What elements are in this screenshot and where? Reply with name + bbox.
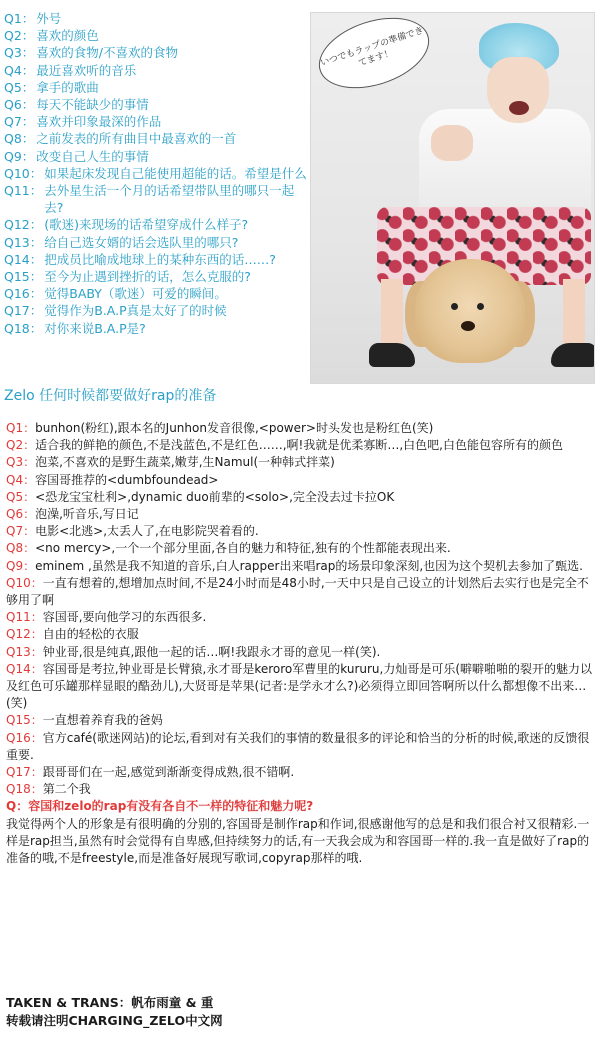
question-number: Q6： <box>4 97 35 113</box>
question-item <box>4 44 312 61</box>
answer-number: Q5： <box>6 489 36 504</box>
question-item <box>4 62 312 79</box>
question-item <box>4 96 312 113</box>
question-text: 拿手的歌曲 <box>36 79 99 95</box>
answer-number: Q16： <box>6 730 43 745</box>
dog-eye-left <box>451 303 458 310</box>
answer-number: Q12： <box>6 627 43 642</box>
question-number: Q17： <box>4 303 43 319</box>
question-item <box>4 234 312 251</box>
question-number: Q8： <box>4 131 35 147</box>
answer-text: 容国哥,要向他学习的东西很多. <box>42 610 207 625</box>
answer-item <box>6 540 594 557</box>
answer-number: Q8： <box>6 541 36 556</box>
question-item <box>4 285 312 302</box>
question-number: Q7： <box>4 114 35 130</box>
question-list <box>4 10 312 337</box>
dog-eye-right <box>477 303 484 310</box>
question-number: Q12： <box>4 217 43 233</box>
answer-item <box>6 781 594 798</box>
zelo-photo <box>310 12 595 384</box>
question-number: Q14： <box>4 251 43 267</box>
question-text: 喜欢并印象最深的作品 <box>36 114 162 130</box>
speech-bubble <box>310 12 438 101</box>
answer-number: Q14： <box>6 661 43 676</box>
answer-number: Q2： <box>6 438 36 453</box>
question-item <box>4 182 312 216</box>
question-text: 觉得BABY（歌迷）可爱的瞬间。 <box>44 286 227 302</box>
question-item <box>4 302 312 319</box>
answer-text: 容国哥是考拉,钟业哥是长臂猿,永才哥是keroro军曹里的kururu,力灿哥是可乐(噼噼啪啪的裂开的魅力以及红色可乐罐那样显眼的酷劲儿),大贤哥是苹果(记者:是学永才么?)必须得立即回答啊所以什么都想像不出来…(笑) <box>6 661 593 711</box>
answer-list <box>6 420 594 867</box>
question-item <box>4 251 312 268</box>
question-text: 喜欢的食物/不喜欢的食物 <box>36 45 179 61</box>
cocker-spaniel-dog <box>415 259 525 363</box>
section-title: Zelo 任何时候都要做好rap的准备 <box>4 388 217 404</box>
answer-text: 自由的轻松的衣服 <box>42 627 139 642</box>
answer-text: 容国哥推荐的<dumbfoundead> <box>35 472 219 487</box>
question-number: Q11： <box>4 183 43 199</box>
answer-text: <恐龙宝宝杜利>,dynamic duo前辈的<solo>,完全没去过卡拉OK <box>35 489 395 504</box>
question-text: 觉得作为B.A.P真是太好了的时候 <box>44 303 227 319</box>
answer-item <box>6 730 594 764</box>
answer-text: 泡澡,听音乐,写日记 <box>35 507 139 522</box>
answer-item <box>6 661 594 713</box>
answer-text: 跟哥哥们在一起,感觉到渐渐变得成熟,很不错啊. <box>42 765 295 780</box>
answer-text: eminem ,虽然是我不知道的音乐,白人rapper出来唱rap的场景印象深刻,也因为这个契机去参加了甄选. <box>35 558 583 573</box>
answer-number: Q7： <box>6 524 36 539</box>
answer-number: Q15： <box>6 713 43 728</box>
speech-bubble-text: いつでもラップの準備できてます！ <box>319 25 425 70</box>
question-number: Q18： <box>4 320 43 336</box>
answer-text: 钟业哥,很是纯真,跟他一起的话…啊!我跟永才哥的意见一样(笑). <box>42 644 381 659</box>
answer-number: Q4： <box>6 472 36 487</box>
answer-number: Q6： <box>6 507 36 522</box>
answer-number: Q18： <box>6 782 43 797</box>
answer-item <box>6 575 594 609</box>
extra-answer: 我觉得两个人的形象是有很明确的分别的,容国哥是制作rap和作词,很感谢他写的总是和我们很合衬又很精彩.一样是rap担当,虽然有时会觉得有自卑感,但持续努力的话,有一天我会成为和容国哥一样的.我一直是做好了rap的准备的哦,不是freestyle,而是准备好展现写歌词,copyrap那样的哦. <box>6 816 590 866</box>
answer-item <box>6 523 594 540</box>
question-text: 之前发表的所有曲目中最喜欢的一首 <box>36 131 237 147</box>
answer-item <box>6 454 594 471</box>
answer-item <box>6 420 594 437</box>
question-number: Q10： <box>4 165 43 181</box>
question-number: Q16： <box>4 286 43 302</box>
question-item <box>4 165 312 182</box>
answer-number: Q17： <box>6 765 43 780</box>
question-item <box>4 148 312 165</box>
left-shoe <box>369 343 415 367</box>
answer-item <box>6 626 594 643</box>
dog-nose <box>461 321 475 331</box>
answer-text: bunhon(粉红),跟本名的Junhon发音很像,<power>时头发也是粉红色(笑) <box>35 421 434 435</box>
answer-item <box>6 609 594 626</box>
question-text: 给自己选女婿的话会选队里的哪只? <box>44 234 239 250</box>
fist <box>431 125 473 161</box>
open-mouth <box>509 101 529 115</box>
question-number: Q9： <box>4 148 35 164</box>
answer-number: Q11： <box>6 610 43 625</box>
footer-credit: TAKEN & TRANS：帆布雨童 & 重 <box>6 995 214 1010</box>
answer-item <box>6 489 594 506</box>
question-item <box>4 27 312 44</box>
question-number: Q2： <box>4 28 35 44</box>
question-item <box>4 79 312 96</box>
question-text: 去外星生活一个月的话希望带队里的哪只一起去? <box>44 183 295 216</box>
answer-item <box>6 437 594 454</box>
question-text: (歌迷)来现场的话希望穿成什么样子? <box>44 217 249 233</box>
question-text: 至今为止遇到挫折的话，怎么克服的? <box>44 269 251 285</box>
question-text: 对你来说B.A.P是? <box>44 320 146 336</box>
answer-item <box>6 712 594 729</box>
question-item <box>4 130 312 147</box>
answer-item <box>6 644 594 661</box>
answer-item <box>6 764 594 781</box>
question-number: Q13： <box>4 234 43 250</box>
question-item <box>4 268 312 285</box>
answer-number: Q1： <box>6 421 36 435</box>
answer-text: 适合我的鲜艳的颜色,不是浅蓝色,不是红色……,啊!我就是优柔寡断…,白色吧,白色能包容所有的颜色 <box>35 438 563 453</box>
right-shoe <box>551 343 595 367</box>
question-item <box>4 320 312 337</box>
answer-text: 一直想着养育我的爸妈 <box>42 713 163 728</box>
answer-number: Q10： <box>6 575 43 590</box>
question-item <box>4 10 312 27</box>
answer-text: <no mercy>,一个一个部分里面,各自的魅力和特征,独有的个性都能表现出来. <box>35 541 451 556</box>
answer-item <box>6 558 594 575</box>
answer-item <box>6 506 594 523</box>
question-text: 每天不能缺少的事情 <box>36 97 149 113</box>
question-item <box>4 216 312 233</box>
question-number: Q4： <box>4 62 35 78</box>
answer-item <box>6 472 594 489</box>
question-text: 把成员比喻成地球上的某种东西的话……? <box>44 251 276 267</box>
left-leg <box>381 279 403 349</box>
answer-text: 官方café(歌迷网站)的论坛,看到对有关我们的事情的数量很多的评论和恰当的分析的时候,歌迷的反馈很重要. <box>6 730 590 762</box>
answer-number: Q13： <box>6 644 43 659</box>
answer-text: 一直有想着的,想增加点时间,不是24小时而是48小时,一天中只是自己设立的计划然后去实行也是完全不够用了啊 <box>6 575 589 608</box>
extra-question: Q：容国和zelo的rap有没有各自不一样的特征和魅力呢? <box>6 799 314 814</box>
question-number: Q3： <box>4 45 35 61</box>
footer-notice: 转载请注明CHARGING_ZELO中文网 <box>6 1013 223 1028</box>
question-number: Q5： <box>4 79 35 95</box>
answer-text: 泡菜,不喜欢的是野生蔬菜,嫩芽,生Namul(一种韩式拌菜) <box>35 455 335 470</box>
question-number: Q15： <box>4 269 43 285</box>
answer-text: 电影<北逃>,太丢人了,在电影院哭着看的. <box>35 524 259 539</box>
question-text: 如果起床发现自己能使用超能的话。希望是什么 <box>44 165 307 181</box>
answer-number: Q9： <box>6 558 36 573</box>
question-number: Q1： <box>4 11 35 26</box>
footer <box>6 994 223 1030</box>
answer-text: 第二个我 <box>42 782 91 797</box>
question-item <box>4 113 312 130</box>
question-text: 外号 <box>36 11 62 26</box>
question-text: 改变自己人生的事情 <box>36 148 149 164</box>
question-text: 喜欢的颜色 <box>36 28 99 44</box>
right-leg <box>563 279 585 349</box>
question-text: 最近喜欢听的音乐 <box>36 62 137 78</box>
answer-number: Q3： <box>6 455 36 470</box>
